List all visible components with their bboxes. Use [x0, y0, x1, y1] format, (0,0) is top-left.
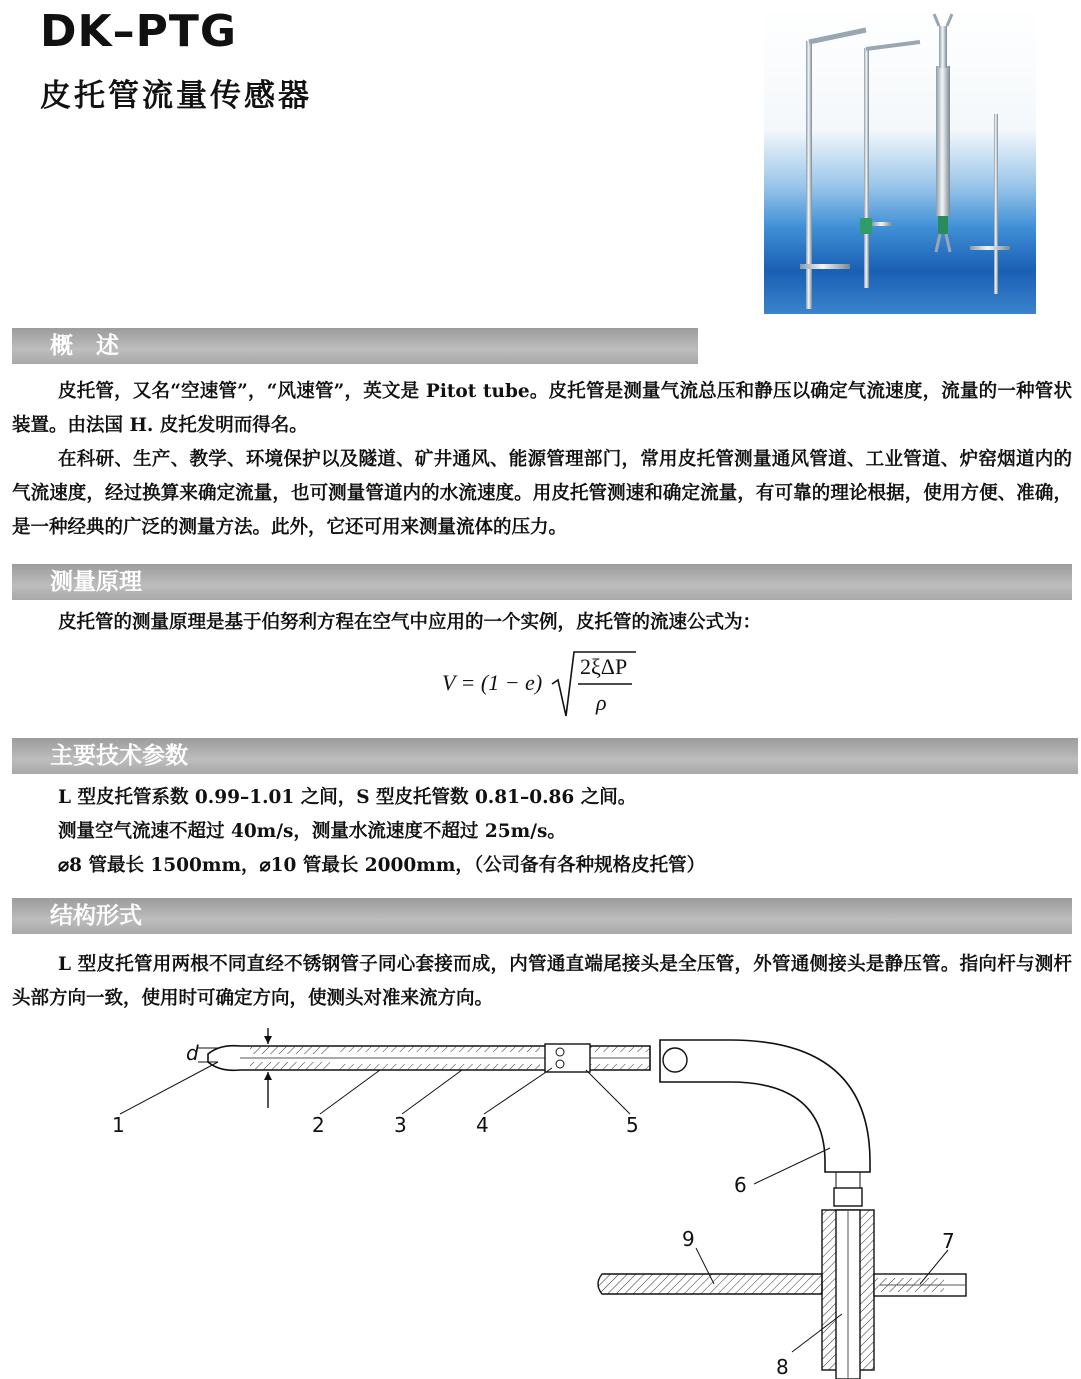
section-header-structure: 结构形式 — [12, 898, 1072, 934]
overview-paragraph-1: 皮托管，又名“空速管”，“风速管”，英文是 Pitot tube。皮托管是测量气流总压和静压以确定气流速度，流量的一种管状装置。由法国 H. 皮托发明而得名。 — [12, 381, 1072, 436]
model-number: DK–PTG — [40, 6, 237, 57]
section-header-overview: 概 述 — [12, 328, 698, 364]
callout-2: 2 — [312, 1113, 325, 1137]
callout-4: 4 — [476, 1113, 489, 1137]
velocity-formula — [440, 644, 660, 724]
section-header-principle: 测量原理 — [12, 564, 1072, 600]
formula-numerator: 2ξΔP — [580, 654, 628, 679]
pitot-tube-structure-diagram — [90, 1022, 990, 1379]
spec-line-3: ⌀8 管最长 1500mm，⌀10 管最长 2000mm，（公司备有各种规格皮托管） — [58, 855, 706, 876]
callout-3: 3 — [394, 1113, 407, 1137]
tube-elbow — [660, 1040, 870, 1172]
spec-line-1: L 型皮托管系数 0.99–1.01 之间，S 型皮托管数 0.81–0.86 之间。 — [58, 787, 637, 808]
formula-denominator: ρ — [596, 690, 607, 715]
callout-5: 5 — [626, 1113, 639, 1137]
callout-1: 1 — [112, 1113, 125, 1137]
pitot-tubes-illustration — [764, 6, 1036, 314]
callout-8: 8 — [776, 1355, 789, 1379]
product-title: 皮托管流量传感器 — [40, 78, 312, 114]
formula-lhs: V = (1 − e) — [442, 670, 543, 695]
dimension-label: d — [186, 1041, 199, 1065]
callout-7: 7 — [942, 1229, 955, 1253]
principle-text: 皮托管的测量原理是基于伯努利方程在空气中应用的一个实例，皮托管的流速公式为： — [58, 612, 762, 633]
structure-paragraph: L 型皮托管用两根不同直经不锈钢管子同心套接而成，内管通直端尾接头是全压管，外管通侧接头是静压管。指向杆与测杆头部方向一致，使用时可确定方向，使测头对准来流方向。 — [12, 954, 1072, 1009]
spec-line-2: 测量空气流速不超过 40m/s，测量水流速度不超过 25m/s。 — [58, 821, 566, 842]
callout-9: 9 — [682, 1227, 695, 1251]
callout-6: 6 — [734, 1173, 747, 1197]
section-header-specs: 主要技术参数 — [12, 738, 1078, 774]
overview-paragraph-2: 在科研、生产、教学、环境保护以及隧道、矿井通风、能源管理部门，常用皮托管测量通风管道、工业管道、炉窑烟道内的气流速度，经过换算来确定流量，也可测量管道内的水流速度。用皮托管测速和确定流量，有可靠的理论根据，使用方便、准确，是一种经典的广泛的测量方法。此外，它还可用来测量流体的压力。 — [12, 449, 1072, 538]
product-photo — [764, 6, 1036, 314]
